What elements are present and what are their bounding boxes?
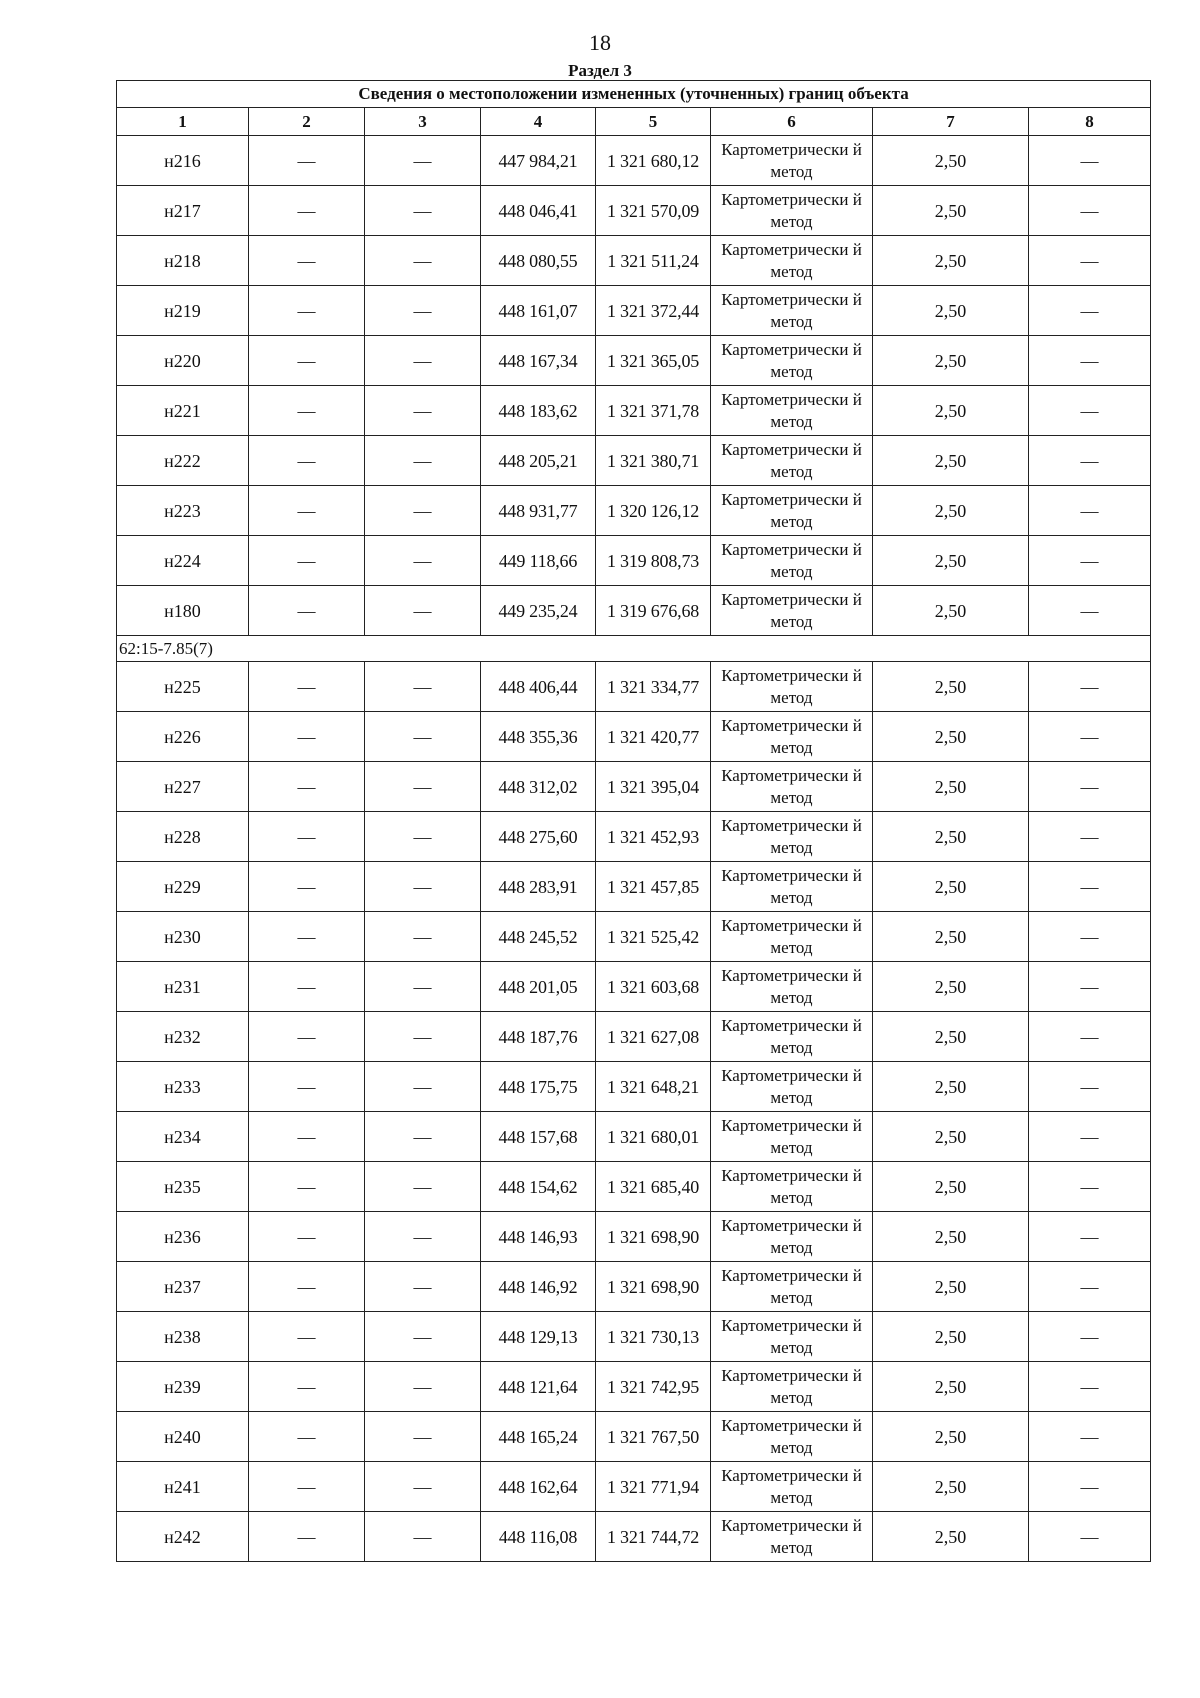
accuracy-cell: 2,50: [873, 1262, 1029, 1312]
accuracy-cell: 2,50: [873, 236, 1029, 286]
x-coordinate-cell: 448 165,24: [481, 1412, 596, 1462]
y-coordinate-cell: 1 321 744,72: [596, 1512, 711, 1562]
method-cell: Картометрически й метод: [711, 1412, 873, 1462]
dash-cell: —: [249, 1312, 365, 1362]
x-coordinate-cell: 448 162,64: [481, 1462, 596, 1512]
y-coordinate-cell: 1 321 380,71: [596, 436, 711, 486]
method-cell: Картометрически й метод: [711, 1262, 873, 1312]
accuracy-cell: 2,50: [873, 1462, 1029, 1512]
dash-cell: —: [1029, 1412, 1151, 1462]
dash-cell: —: [1029, 1362, 1151, 1412]
point-cell: н218: [117, 236, 249, 286]
method-cell: Картометрически й метод: [711, 1512, 873, 1562]
x-coordinate-cell: 448 080,55: [481, 236, 596, 286]
dash-cell: —: [249, 1062, 365, 1112]
column-header: 5: [596, 108, 711, 136]
dash-cell: —: [249, 536, 365, 586]
section-title: Раздел 3: [568, 61, 632, 80]
x-coordinate-cell: 448 275,60: [481, 812, 596, 862]
column-header: 8: [1029, 108, 1151, 136]
y-coordinate-cell: 1 321 372,44: [596, 286, 711, 336]
method-cell: Картометрически й метод: [711, 186, 873, 236]
x-coordinate-cell: 449 118,66: [481, 536, 596, 586]
dash-cell: —: [365, 136, 481, 186]
dash-cell: —: [249, 586, 365, 636]
table-row: [117, 1012, 1151, 1062]
accuracy-cell: 2,50: [873, 1112, 1029, 1162]
dash-cell: —: [365, 1212, 481, 1262]
dash-cell: —: [365, 586, 481, 636]
x-coordinate-cell: 449 235,24: [481, 586, 596, 636]
dash-cell: —: [249, 812, 365, 862]
accuracy-cell: 2,50: [873, 1312, 1029, 1362]
point-cell: н234: [117, 1112, 249, 1162]
accuracy-cell: 2,50: [873, 912, 1029, 962]
dash-cell: —: [1029, 1462, 1151, 1512]
accuracy-cell: 2,50: [873, 1162, 1029, 1212]
y-coordinate-cell: 1 321 730,13: [596, 1312, 711, 1362]
method-cell: Картометрически й метод: [711, 1312, 873, 1362]
y-coordinate-cell: 1 320 126,12: [596, 486, 711, 536]
table-row: [117, 386, 1151, 436]
x-coordinate-cell: 448 175,75: [481, 1062, 596, 1112]
x-coordinate-cell: 448 167,34: [481, 336, 596, 386]
x-coordinate-cell: 448 157,68: [481, 1112, 596, 1162]
dash-cell: —: [365, 1012, 481, 1062]
table-row: [117, 1112, 1151, 1162]
dash-cell: —: [249, 486, 365, 536]
table-caption: Сведения о местоположении измененных (уточненных) границ объекта: [117, 81, 1151, 108]
method-cell: Картометрически й метод: [711, 1062, 873, 1112]
x-coordinate-cell: 448 245,52: [481, 912, 596, 962]
method-cell: Картометрически й метод: [711, 912, 873, 962]
dash-cell: —: [365, 912, 481, 962]
y-coordinate-cell: 1 321 680,01: [596, 1112, 711, 1162]
dash-cell: —: [1029, 286, 1151, 336]
dash-cell: —: [365, 1462, 481, 1512]
dash-cell: —: [365, 1262, 481, 1312]
accuracy-cell: 2,50: [873, 1062, 1029, 1112]
accuracy-cell: 2,50: [873, 536, 1029, 586]
dash-cell: —: [249, 1512, 365, 1562]
method-cell: Картометрически й метод: [711, 712, 873, 762]
point-cell: н238: [117, 1312, 249, 1362]
x-coordinate-cell: 448 183,62: [481, 386, 596, 436]
method-cell: Картометрически й метод: [711, 386, 873, 436]
x-coordinate-cell: 448 146,92: [481, 1262, 596, 1312]
method-cell: Картометрически й метод: [711, 486, 873, 536]
dash-cell: —: [365, 1062, 481, 1112]
x-coordinate-cell: 448 187,76: [481, 1012, 596, 1062]
point-cell: н242: [117, 1512, 249, 1562]
x-coordinate-cell: 448 931,77: [481, 486, 596, 536]
dash-cell: —: [1029, 1012, 1151, 1062]
dash-cell: —: [1029, 586, 1151, 636]
point-cell: н232: [117, 1012, 249, 1062]
accuracy-cell: 2,50: [873, 586, 1029, 636]
dash-cell: —: [1029, 662, 1151, 712]
accuracy-cell: 2,50: [873, 1412, 1029, 1462]
point-cell: н228: [117, 812, 249, 862]
table-row: [117, 962, 1151, 1012]
point-cell: н219: [117, 286, 249, 336]
table-row: [117, 186, 1151, 236]
column-header: 3: [365, 108, 481, 136]
accuracy-cell: 2,50: [873, 386, 1029, 436]
dash-cell: —: [249, 236, 365, 286]
accuracy-cell: 2,50: [873, 136, 1029, 186]
table-row: [117, 236, 1151, 286]
dash-cell: —: [365, 762, 481, 812]
table-row: [117, 1212, 1151, 1262]
dash-cell: —: [365, 1112, 481, 1162]
table-row: [117, 1262, 1151, 1312]
dash-cell: —: [1029, 962, 1151, 1012]
method-cell: Картометрически й метод: [711, 336, 873, 386]
point-cell: н236: [117, 1212, 249, 1262]
method-cell: Картометрически й метод: [711, 962, 873, 1012]
table-row: [117, 1362, 1151, 1412]
point-cell: н233: [117, 1062, 249, 1112]
dash-cell: —: [365, 536, 481, 586]
column-header: 2: [249, 108, 365, 136]
method-cell: Картометрически й метод: [711, 1112, 873, 1162]
dash-cell: —: [365, 662, 481, 712]
y-coordinate-cell: 1 321 420,77: [596, 712, 711, 762]
point-cell: н225: [117, 662, 249, 712]
dash-cell: —: [1029, 1112, 1151, 1162]
point-cell: н224: [117, 536, 249, 586]
table-row: [117, 862, 1151, 912]
method-cell: Картометрически й метод: [711, 586, 873, 636]
method-cell: Картометрически й метод: [711, 1462, 873, 1512]
x-coordinate-cell: 448 312,02: [481, 762, 596, 812]
dash-cell: —: [249, 1212, 365, 1262]
dash-cell: —: [1029, 1212, 1151, 1262]
method-cell: Картометрически й метод: [711, 1162, 873, 1212]
y-coordinate-cell: 1 321 648,21: [596, 1062, 711, 1112]
dash-cell: —: [365, 1512, 481, 1562]
accuracy-cell: 2,50: [873, 662, 1029, 712]
group-label: 62:15-7.85(7): [117, 636, 1151, 662]
dash-cell: —: [249, 962, 365, 1012]
table-row: [117, 1512, 1151, 1562]
point-cell: н231: [117, 962, 249, 1012]
point-cell: н226: [117, 712, 249, 762]
dash-cell: —: [1029, 486, 1151, 536]
point-cell: н222: [117, 436, 249, 486]
method-cell: Картометрически й метод: [711, 1212, 873, 1262]
point-cell: н241: [117, 1462, 249, 1512]
point-cell: н227: [117, 762, 249, 812]
dash-cell: —: [1029, 436, 1151, 486]
dash-cell: —: [249, 286, 365, 336]
dash-cell: —: [365, 1362, 481, 1412]
dash-cell: —: [365, 812, 481, 862]
dash-cell: —: [1029, 1512, 1151, 1562]
dash-cell: —: [249, 386, 365, 436]
y-coordinate-cell: 1 321 771,94: [596, 1462, 711, 1512]
point-cell: н239: [117, 1362, 249, 1412]
dash-cell: —: [249, 186, 365, 236]
table-row: [117, 336, 1151, 386]
point-cell: н240: [117, 1412, 249, 1462]
x-coordinate-cell: 448 154,62: [481, 1162, 596, 1212]
dash-cell: —: [249, 336, 365, 386]
table-row: [117, 436, 1151, 486]
y-coordinate-cell: 1 321 452,93: [596, 812, 711, 862]
accuracy-cell: 2,50: [873, 286, 1029, 336]
table-row: [117, 536, 1151, 586]
method-cell: Картометрически й метод: [711, 862, 873, 912]
y-coordinate-cell: 1 321 767,50: [596, 1412, 711, 1462]
y-coordinate-cell: 1 321 570,09: [596, 186, 711, 236]
y-coordinate-cell: 1 321 742,95: [596, 1362, 711, 1412]
method-cell: Картометрически й метод: [711, 536, 873, 586]
dash-cell: —: [365, 336, 481, 386]
accuracy-cell: 2,50: [873, 186, 1029, 236]
dash-cell: —: [1029, 912, 1151, 962]
dash-cell: —: [1029, 1312, 1151, 1362]
table-row: [117, 1062, 1151, 1112]
dash-cell: —: [249, 762, 365, 812]
x-coordinate-cell: 448 161,07: [481, 286, 596, 336]
x-coordinate-cell: 448 205,21: [481, 436, 596, 486]
dash-cell: —: [249, 1262, 365, 1312]
y-coordinate-cell: 1 321 525,42: [596, 912, 711, 962]
y-coordinate-cell: 1 319 808,73: [596, 536, 711, 586]
dash-cell: —: [365, 712, 481, 762]
point-cell: н223: [117, 486, 249, 536]
x-coordinate-cell: 448 046,41: [481, 186, 596, 236]
method-cell: Картометрически й метод: [711, 136, 873, 186]
point-cell: н229: [117, 862, 249, 912]
method-cell: Картометрически й метод: [711, 762, 873, 812]
dash-cell: —: [249, 1462, 365, 1512]
method-cell: Картометрически й метод: [711, 236, 873, 286]
dash-cell: —: [249, 712, 365, 762]
y-coordinate-cell: 1 321 371,78: [596, 386, 711, 436]
accuracy-cell: 2,50: [873, 336, 1029, 386]
point-cell: н221: [117, 386, 249, 436]
dash-cell: —: [1029, 1262, 1151, 1312]
column-header: 6: [711, 108, 873, 136]
dash-cell: —: [365, 862, 481, 912]
table-row: [117, 1162, 1151, 1212]
point-cell: н235: [117, 1162, 249, 1212]
y-coordinate-cell: 1 321 457,85: [596, 862, 711, 912]
accuracy-cell: 2,50: [873, 1512, 1029, 1562]
dash-cell: —: [365, 1312, 481, 1362]
accuracy-cell: 2,50: [873, 962, 1029, 1012]
dash-cell: —: [1029, 812, 1151, 862]
accuracy-cell: 2,50: [873, 1012, 1029, 1062]
y-coordinate-cell: 1 319 676,68: [596, 586, 711, 636]
y-coordinate-cell: 1 321 680,12: [596, 136, 711, 186]
dash-cell: —: [249, 1362, 365, 1412]
y-coordinate-cell: 1 321 603,68: [596, 962, 711, 1012]
accuracy-cell: 2,50: [873, 762, 1029, 812]
dash-cell: —: [1029, 712, 1151, 762]
dash-cell: —: [1029, 862, 1151, 912]
accuracy-cell: 2,50: [873, 1212, 1029, 1262]
table-row: [117, 812, 1151, 862]
y-coordinate-cell: 1 321 627,08: [596, 1012, 711, 1062]
accuracy-cell: 2,50: [873, 812, 1029, 862]
method-cell: Картометрически й метод: [711, 286, 873, 336]
accuracy-cell: 2,50: [873, 436, 1029, 486]
table-row: [117, 1462, 1151, 1512]
table-row: [117, 1412, 1151, 1462]
table-row: [117, 486, 1151, 536]
dash-cell: —: [1029, 762, 1151, 812]
dash-cell: —: [249, 1012, 365, 1062]
x-coordinate-cell: 448 201,05: [481, 962, 596, 1012]
point-cell: н217: [117, 186, 249, 236]
dash-cell: —: [365, 962, 481, 1012]
x-coordinate-cell: 448 121,64: [481, 1362, 596, 1412]
y-coordinate-cell: 1 321 395,04: [596, 762, 711, 812]
method-cell: Картометрически й метод: [711, 1362, 873, 1412]
accuracy-cell: 2,50: [873, 486, 1029, 536]
column-header: 4: [481, 108, 596, 136]
dash-cell: —: [1029, 536, 1151, 586]
dash-cell: —: [1029, 236, 1151, 286]
dash-cell: —: [365, 486, 481, 536]
point-cell: н237: [117, 1262, 249, 1312]
x-coordinate-cell: 448 283,91: [481, 862, 596, 912]
dash-cell: —: [365, 436, 481, 486]
group-label-row: [117, 636, 1151, 662]
boundary-points-table: [116, 80, 1151, 1562]
dash-cell: —: [365, 1162, 481, 1212]
dash-cell: —: [249, 1162, 365, 1212]
dash-cell: —: [1029, 386, 1151, 436]
x-coordinate-cell: 447 984,21: [481, 136, 596, 186]
table-row: [117, 586, 1151, 636]
point-cell: н216: [117, 136, 249, 186]
x-coordinate-cell: 448 146,93: [481, 1212, 596, 1262]
table-row: [117, 286, 1151, 336]
dash-cell: —: [1029, 136, 1151, 186]
x-coordinate-cell: 448 406,44: [481, 662, 596, 712]
column-header: 7: [873, 108, 1029, 136]
point-cell: н220: [117, 336, 249, 386]
method-cell: Картометрически й метод: [711, 662, 873, 712]
dash-cell: —: [1029, 1062, 1151, 1112]
x-coordinate-cell: 448 355,36: [481, 712, 596, 762]
dash-cell: —: [365, 286, 481, 336]
dash-cell: —: [365, 186, 481, 236]
point-cell: н230: [117, 912, 249, 962]
dash-cell: —: [249, 862, 365, 912]
dash-cell: —: [249, 912, 365, 962]
table-row: [117, 762, 1151, 812]
page-number: 18: [589, 30, 611, 55]
y-coordinate-cell: 1 321 698,90: [596, 1212, 711, 1262]
column-header: 1: [117, 108, 249, 136]
method-cell: Картометрически й метод: [711, 436, 873, 486]
method-cell: Картометрически й метод: [711, 1012, 873, 1062]
accuracy-cell: 2,50: [873, 1362, 1029, 1412]
method-cell: Картометрически й метод: [711, 812, 873, 862]
dash-cell: —: [249, 136, 365, 186]
y-coordinate-cell: 1 321 698,90: [596, 1262, 711, 1312]
dash-cell: —: [1029, 186, 1151, 236]
y-coordinate-cell: 1 321 365,05: [596, 336, 711, 386]
accuracy-cell: 2,50: [873, 862, 1029, 912]
dash-cell: —: [249, 436, 365, 486]
x-coordinate-cell: 448 129,13: [481, 1312, 596, 1362]
dash-cell: —: [365, 386, 481, 436]
dash-cell: —: [365, 1412, 481, 1462]
dash-cell: —: [249, 662, 365, 712]
dash-cell: —: [365, 236, 481, 286]
dash-cell: —: [1029, 1162, 1151, 1212]
x-coordinate-cell: 448 116,08: [481, 1512, 596, 1562]
dash-cell: —: [1029, 336, 1151, 386]
point-cell: н180: [117, 586, 249, 636]
table-row: [117, 662, 1151, 712]
table-row: [117, 712, 1151, 762]
dash-cell: —: [249, 1412, 365, 1462]
y-coordinate-cell: 1 321 511,24: [596, 236, 711, 286]
table-row: [117, 912, 1151, 962]
accuracy-cell: 2,50: [873, 712, 1029, 762]
y-coordinate-cell: 1 321 334,77: [596, 662, 711, 712]
table-row: [117, 136, 1151, 186]
y-coordinate-cell: 1 321 685,40: [596, 1162, 711, 1212]
dash-cell: —: [249, 1112, 365, 1162]
column-header-row: [117, 108, 1151, 136]
table-row: [117, 1312, 1151, 1362]
